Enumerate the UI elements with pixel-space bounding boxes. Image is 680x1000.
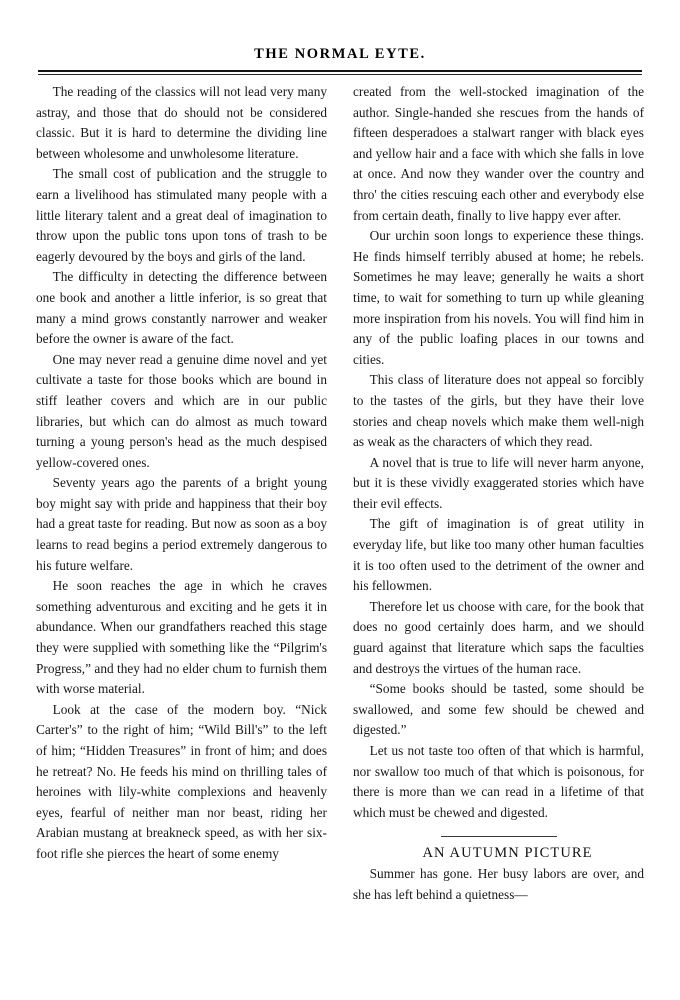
- paragraph: The gift of imagination is of great utility in everyday life, but like too many other human faculties it is too often used to the detriment of the owner and his fellowmen.: [353, 516, 644, 594]
- paragraph: He soon reaches the age in which he craves something adventurous and exciting and he gets it in abundance. When our grandfathers reached this stage they were supplied with something like the “Pilgrim's Progress,” and they had no elder chum to furnish them with worse material.: [36, 578, 327, 697]
- left-column: [36, 82, 327, 982]
- paragraph: Look at the case of the modern boy. “Nick Carter's” to the right of him; “Wild Bill's” to the left of him; “Hidden Treasures” in front of him; and does he retreat? No. He feeds his mind on thrilling tales of heroines with lily-white complexions and heavenly eyes, fearful of neither man nor beast, riding her Arabian mustang at breakneck speed, as with her six-foot rifle she pierces the heart of some enemy: [36, 701, 327, 861]
- paragraph: Summer has gone. Her busy labors are over, and she has left behind a quietness—: [353, 865, 644, 902]
- paragraph: Therefore let us choose with care, for the book that does no good certainly does harm, and we should guard against that literature which saps the faculties and destroys the virtues of the human race.: [353, 598, 644, 676]
- header-rule-thin: [38, 74, 642, 75]
- two-column-body: [36, 82, 644, 982]
- header-rule-thick: [38, 70, 642, 72]
- section-title: AN AUTUMN PICTURE: [422, 845, 593, 862]
- continued-paragraph: created from the well-stocked imagination of the author. Single-handed she rescues from the hands of fifteen desperadoes a stalwart ranger with black eyes and yellow hair and a face with which she falls in love at once. And now they wander over the country and thro' the cities rescuing each other and everybody else from certain death, finally to live happy ever after.: [353, 84, 644, 223]
- paragraph: “Some books should be tasted, some should be swallowed, and some few should be chewed and digested.”: [353, 681, 644, 738]
- paragraph: One may never read a genuine dime novel and yet cultivate a taste for those books which are bound in stiff leather covers and which are in our public libraries, but which can do almost as much toward turning a young person's head as the much despised yellow-covered ones.: [36, 351, 327, 470]
- paragraph: This class of literature does not appeal so forcibly to the tastes of the girls, but they have their love stories and cheap novels which make them well-nigh as weak as the characters of which they read.: [353, 372, 644, 450]
- paragraph: The difficulty in detecting the difference between one book and another a little inferior, is so great that many a mind grows constantly narrower and weaker before the owner is aware of the fact.: [36, 269, 327, 347]
- paragraph: The reading of the classics will not lead very many astray, and those that do should not be considered classic. But it is hard to determine the dividing line between wholesome and unwholesome literature.: [36, 84, 327, 161]
- right-column: [353, 82, 644, 982]
- section-divider-rule: [441, 836, 557, 837]
- paragraph: Seventy years ago the parents of a bright young boy might say with pride and happiness that their boy had a great taste for reading. But now as soon as a boy learns to read begins a period extremely dangerous to his future welfare.: [36, 475, 327, 573]
- paragraph: A novel that is true to life will never harm anyone, but it is these vividly exaggerated stories which have their evil effects.: [353, 454, 644, 511]
- running-head: THE NORMAL EYTE.: [254, 46, 426, 62]
- paragraph: Let us not taste too often of that which is harmful, nor swallow too much of that which is poisonous, for there is more than we can read in a lifetime of that which must be chewed and digested.: [353, 743, 644, 820]
- paragraph: The small cost of publication and the struggle to earn a livelihood has stimulated many people with a little literary talent and a great deal of imagination to throw upon the public tons upon tons of trash to be eagerly devoured by the boys and girls of the land.: [36, 166, 327, 264]
- header-double-rule: [38, 70, 642, 75]
- paragraph: Our urchin soon longs to experience these things. He finds himself terribly abused at home; he rebels. Sometimes he may leave; generally he waits a short time, to wait for something to turn up while gleaning more inspiration from his novels. You will find him in any of the public loafing places in our towns and cities.: [353, 228, 644, 367]
